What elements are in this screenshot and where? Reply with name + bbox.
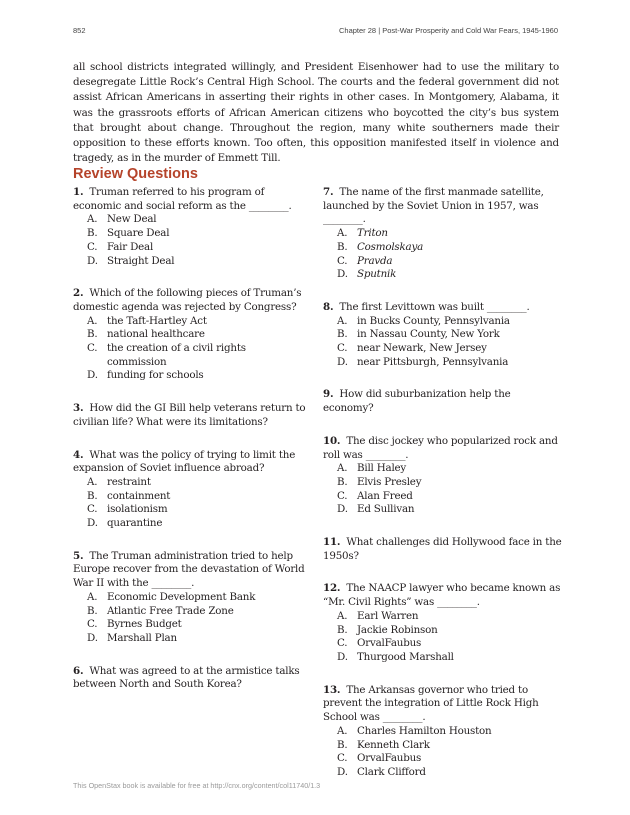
question-11 — [323, 536, 563, 563]
option: D. Marshall Plan — [87, 631, 177, 644]
question-number: 1. — [73, 186, 84, 198]
option: A. the Taft-Hartley Act — [87, 314, 207, 327]
question-number: 8. — [323, 300, 334, 313]
question-13 — [323, 684, 563, 780]
page-header-chapter: Chapter 28 | Post-War Prosperity and Cold War Fears, 1945-1960 — [339, 26, 558, 35]
option: A. Bill Haley — [337, 462, 407, 475]
option: B. Jackie Robinson — [337, 623, 438, 636]
question-text: How did the GI Bill help veterans return to civilian life? What were its limitations? — [73, 402, 306, 428]
question-number: 6. — [73, 664, 84, 677]
option: C. Byrnes Budget — [87, 618, 182, 631]
page-footer: This OpenStax book is available for free at http://cnx.org/content/col11740/1.3 — [73, 781, 321, 790]
option: A. restraint — [87, 475, 151, 488]
question-text: What was the policy of trying to limit the expansion of Soviet influence abroad? — [73, 448, 296, 475]
option: A. Triton — [337, 227, 388, 240]
questions-column-left — [73, 186, 308, 711]
option: B. Square Deal — [87, 227, 170, 240]
option: D. Thurgood Marshall — [337, 650, 454, 663]
option: B. Elvis Presley — [337, 475, 422, 488]
option: A. Economic Development Bank — [87, 590, 256, 603]
option: C. OrvalFaubus — [337, 752, 422, 765]
question-text: The Arkansas governor who tried to prevent the integration of Little Rock High School was ________. — [323, 683, 539, 724]
option: C. OrvalFaubus — [337, 637, 422, 650]
question-number: 3. — [73, 402, 84, 415]
question-text: What challenges did Hollywood face in the 1950s? — [323, 536, 562, 562]
question-6 — [73, 665, 308, 692]
option: D. Straight Deal — [87, 254, 175, 267]
question-number: 11. — [323, 536, 341, 549]
question-7 — [323, 186, 563, 282]
option: C. near Newark, New Jersey — [337, 342, 487, 355]
question-number: 2. — [73, 287, 84, 300]
question-text: The name of the first manmade satellite, launched by the Soviet Union in 1957, was ________. — [323, 186, 544, 226]
question-number: 9. — [323, 388, 334, 401]
question-text: The disc jockey who popularized rock and roll was ________. — [323, 434, 558, 461]
option: C. Pravda — [337, 254, 393, 267]
question-text: How did suburbanization help the economy? — [323, 388, 511, 415]
option: C. isolationism — [87, 503, 168, 516]
questions-column-right — [323, 186, 563, 799]
option: D. quarantine — [87, 517, 163, 530]
option: D. funding for schools — [87, 369, 204, 382]
option: A. New Deal — [87, 213, 157, 226]
question-text: The NAACP lawyer who became known as “Mr. Civil Rights” was ________. — [323, 582, 561, 609]
question-1 — [73, 186, 308, 268]
question-text: The Truman administration tried to help Europe recover from the devastation of World War II with the ________. — [73, 549, 305, 590]
option: A. Earl Warren — [337, 609, 419, 622]
question-4 — [73, 449, 308, 531]
question-8 — [323, 301, 563, 370]
options-list — [323, 315, 563, 370]
option: A. in Bucks County, Pennsylvania — [337, 314, 510, 327]
option: C. Fair Deal — [87, 240, 154, 253]
question-text: Truman referred to his program of economic and social reform as the ________. — [73, 186, 292, 212]
option: D. Sputnik — [337, 268, 397, 281]
option: A. Charles Hamilton Houston — [337, 724, 492, 737]
options-list — [73, 213, 308, 268]
question-number: 10. — [323, 434, 341, 447]
options-list — [73, 315, 308, 384]
options-list — [73, 591, 308, 646]
option: B. national healthcare — [87, 328, 205, 341]
options-list — [323, 462, 563, 517]
question-3 — [73, 402, 308, 429]
section-title: Review Questions — [73, 166, 198, 182]
option: D. Clark Clifford — [337, 765, 426, 778]
option: B. containment — [87, 489, 171, 502]
option: B. Kenneth Clark — [337, 738, 430, 751]
options-list — [323, 725, 563, 780]
question-10 — [323, 435, 563, 517]
question-9 — [323, 388, 563, 415]
option: D. near Pittsburgh, Pennsylvania — [337, 355, 509, 368]
question-number: 5. — [73, 549, 84, 562]
option: B. Atlantic Free Trade Zone — [87, 604, 234, 617]
question-12 — [323, 582, 563, 664]
option: C. Alan Freed — [337, 489, 413, 502]
option: D. Ed Sullivan — [337, 503, 415, 516]
options-list — [323, 227, 563, 282]
option: B. in Nassau County, New York — [337, 328, 500, 341]
question-text: Which of the following pieces of Truman’s domestic agenda was rejected by Congress? — [73, 287, 302, 313]
question-text: What was agreed to at the armistice talks between North and South Korea? — [73, 664, 300, 691]
question-number: 7. — [323, 186, 334, 198]
question-number: 12. — [323, 582, 341, 595]
question-text: The first Levittown was built ________. — [339, 300, 530, 313]
options-list — [73, 476, 308, 531]
option: C. the creation of a civil rights commission — [87, 342, 246, 368]
page-header-number: 852 — [73, 26, 86, 35]
question-2 — [73, 287, 308, 383]
option: B. Cosmolskaya — [337, 240, 424, 253]
body-paragraph: all school districts integrated willingly, and President Eisenhower had to use the military to desegregate Little Rock’s Central High School. The courts and the federal government did not assist African Americans in asserting their rights in other cases. In Montgomery, Alabama, it was the grassroots efforts of African American citizens who boycotted the city’s bus system that brought about change. Throughout the region, many white southerners made their opposition to these efforts known. Too often, this opposition manifested itself in violence and tragedy, as in the murder of Emmett Till. — [73, 61, 559, 165]
question-number: 13. — [323, 683, 341, 696]
question-number: 4. — [73, 448, 84, 461]
options-list — [323, 610, 563, 665]
question-5 — [73, 550, 308, 646]
